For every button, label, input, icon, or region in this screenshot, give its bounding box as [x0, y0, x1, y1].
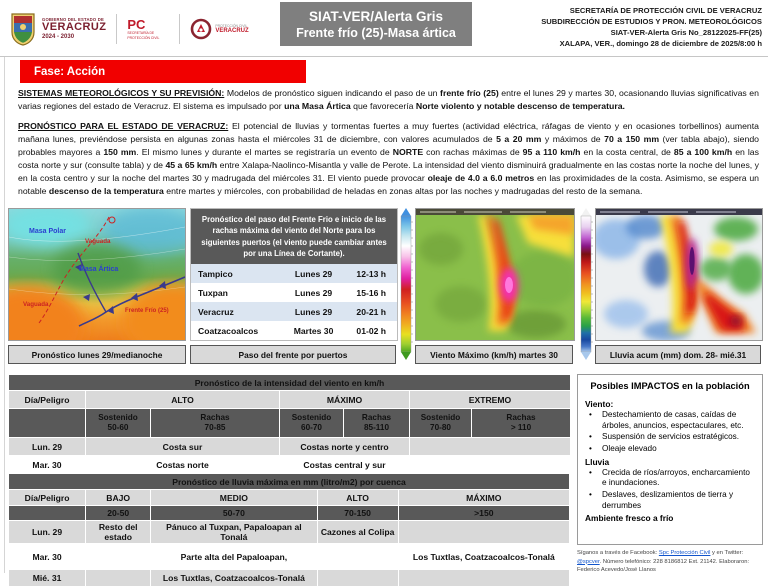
rain-map-caption: Lluvia acum (mm) dom. 28- mié.31	[595, 345, 761, 364]
column-header: Rachas 70-85	[151, 409, 279, 437]
table-cell	[86, 570, 150, 586]
rain-colorbar-icon	[580, 208, 593, 360]
table-cell	[86, 544, 150, 569]
column-header: MEDIO	[151, 490, 316, 505]
gov-brand-years: 2024 - 2030	[42, 34, 75, 41]
impacts-rain-heading: Lluvia	[585, 456, 610, 467]
table-cell: Costas norte	[86, 456, 279, 473]
column-header: Día/Peligro	[9, 490, 85, 505]
table-cell: Los Tuxtlas, Coatzacoalcos-Tonalá	[151, 570, 316, 586]
issuer-info	[541, 5, 762, 49]
logo-divider	[116, 14, 117, 44]
wind-forecast-table	[8, 374, 571, 474]
table-row	[191, 321, 397, 340]
column-header: Sostenido 50-60	[86, 409, 150, 437]
column-header: Sostenido 60-70	[280, 409, 343, 437]
pc-logo-subtext: SECRETARÍA DE PROTECCIÓN CIVIL	[127, 31, 160, 40]
ports-table-title: Pronóstico del paso del Frente Frio e inicio de las rachas máxima del viento del Norte para los siguientes puertos (el viento puede cambiar antes por una Línea de Cortante).	[191, 209, 397, 264]
table-cell: Costa sur	[86, 438, 279, 455]
column-header: BAJO	[86, 490, 150, 505]
port-hours: 12-13 h	[356, 268, 387, 279]
synoptic-map-panel	[8, 208, 186, 368]
wind-map-image	[415, 208, 575, 341]
wind-colorbar-icon	[400, 208, 413, 360]
bulletin-title-box	[280, 2, 472, 46]
phase-banner: Fase: Acción	[20, 60, 306, 83]
bulletin-subtitle: Frente frío (25)-Masa ártica	[296, 25, 456, 40]
table-cell: Mié. 31	[9, 570, 85, 586]
issuer-line: XALAPA, VER., domingo 28 de diciembre de 2025/8:00 h	[559, 39, 762, 48]
wind-table-title: Pronóstico de la intensidad del viento en km/h	[9, 375, 570, 390]
port-name: Tuxpan	[198, 287, 228, 298]
port-name: Coatzacoalcos	[198, 325, 259, 336]
rain-map-panel	[580, 208, 764, 368]
issuer-line: SUBDIRECCIÓN DE ESTUDIOS Y PRON. METEOROLÓGICOS	[541, 17, 762, 26]
veracruz-coat-of-arms-icon	[10, 12, 36, 46]
impacts-ambient-note: Ambiente fresco a frío	[585, 513, 674, 524]
vaguada-left-label: Vaguada	[23, 301, 49, 308]
wind-map-panel	[400, 208, 576, 368]
port-hours: 20-21 h	[356, 306, 387, 317]
port-day: Lunes 29	[294, 287, 333, 298]
table-cell	[399, 570, 569, 586]
table-row	[191, 302, 397, 321]
table-cell: Lun. 29	[9, 438, 85, 455]
column-header: >150	[399, 506, 569, 520]
column-header: ALTO	[86, 391, 279, 408]
table-cell: Cazones al Colipa	[318, 521, 398, 543]
table-cell: Lun. 29	[9, 521, 85, 543]
column-header: Rachas > 110	[472, 409, 570, 437]
gov-brand-text	[42, 18, 106, 40]
impacts-title: Posibles IMPACTOS en la población	[590, 381, 750, 391]
logo-group	[10, 12, 249, 46]
port-name: Tampico	[198, 268, 233, 279]
footer-contact[interactable]: Síganos a través de Facebook: Spc Protección Civil y en Twitter: @spcver. Número telefónico: 228 8186812 Ext. 21142. Elaboraron: Federico Acevedo/José Llanos	[577, 550, 750, 574]
table-cell: Costas central y sur	[280, 456, 409, 473]
list-item: • Oleaje elevado	[585, 444, 755, 455]
list-item: • Suspensión de servicios estratégicos.	[585, 432, 755, 443]
impacts-wind-heading: Viento:	[585, 399, 614, 409]
vaguada-top-label: Vaguada	[85, 238, 111, 245]
table-cell: Parte alta del Papaloapan,	[151, 544, 316, 569]
port-name: Veracruz	[198, 306, 234, 317]
proteccion-civil-seal	[190, 18, 248, 40]
wind-colorbar	[400, 208, 413, 364]
list-item: • Destechamiento de casas, caídas de árboles, anuncios, espectaculares, etc.	[585, 410, 755, 431]
ports-table	[190, 208, 398, 341]
rain-table-title: Pronóstico de lluvia máxima en mm (litro/m2) por cuenca	[9, 474, 569, 489]
list-item: • Deslaves, deslizamientos de tierra y derrumbes	[585, 490, 755, 511]
column-header: EXTREMO	[410, 391, 570, 408]
issuer-line: SECRETARÍA DE PROTECCIÓN CIVIL DE VERACRUZ	[569, 6, 762, 15]
systems-paragraph: SISTEMAS METEOROLÓGICOS Y SU PREVISIÓN: Modelos de pronóstico siguen indicando el paso de un frente frío (25) entre el lunes 29 y martes 30, ocasionando lluvias significativas en varias regiones del estado de Veracruz. El sistema es impulsado por una Masa Ártica que favorecería Norte violento y notable descenso de temperatura.	[18, 88, 759, 112]
seal-text: VERACRUZ	[215, 28, 249, 34]
frente-frio-label: Frente Frío (25)	[125, 308, 169, 314]
table-row	[191, 264, 397, 283]
table-row	[191, 283, 397, 302]
table-cell	[410, 456, 570, 473]
column-header: Sostenido 70-80	[410, 409, 471, 437]
column-header: MÁXIMO	[399, 490, 569, 505]
table-cell	[410, 438, 570, 455]
column-header: Día/Peligro	[9, 391, 85, 408]
table-cell	[399, 521, 569, 543]
state-forecast-paragraph: PRONÓSTICO PARA EL ESTADO DE VERACRUZ: El potencial de lluvias y tormentas fuertes a muy fuertes (actividad eléctrica, ráfagas de viento y en ocasiones torbellinos) aumenta mañana lunes, previéndose persista en algunas zonas hasta el miércoles 31 de diciembre, con valores acumulados de 5 a 20 mm y máximos de 70 a 150 mm (ver tabla abajo), siendo probables mayores a 150 mm. El mismo lunes y durante el martes se registraría un evento de NORTE con rachas máximas de 95 a 110 km/h en la costa central, de 85 a 100 km/h en las costa norte y sur (consulte tabla) y de 45 a 65 km/h entre Xalapa-Naolinco-Misantla y valle de Perote. La intensidad del viento disminuirá gradualmente en las costas norte la noche del lunes, y en la costa centro y sur la noche del martes 30 y madrugada del miércoles 31. El viento puede provocar oleaje de 4.0 a 6.0 metros en las proximidades de la costa. Asimismo, se espera un notable descenso de la temperatura entre martes y miércoles, con probabilidad de heladas en zonas altas por las noches y madrugadas del resto de la semana.	[18, 121, 759, 197]
port-day: Martes 30	[293, 325, 334, 336]
table-cell	[318, 544, 398, 569]
impacts-panel	[577, 374, 763, 545]
rain-map-image	[595, 208, 763, 341]
synoptic-map-caption: Pronóstico lunes 29/medianoche	[8, 345, 186, 364]
pc-logo-text: PC	[127, 17, 146, 33]
table-cell: Los Tuxtlas, Coatzacoalcos-Tonalá	[399, 544, 569, 569]
table-cell	[318, 570, 398, 586]
table-cell: Mar. 30	[9, 456, 85, 473]
port-day: Lunes 29	[294, 306, 333, 317]
issuer-line: SIAT-VER-Alerta Gris No_28122025-FF(25)	[610, 28, 762, 37]
wind-map-caption: Viento Máximo (km/h) martes 30	[415, 345, 573, 364]
column-header: 50-70	[151, 506, 316, 520]
table-cell: Costas norte y centro	[280, 438, 409, 455]
proteccion-civil-seal-icon	[190, 18, 212, 40]
gov-brand-state: VERACRUZ	[42, 21, 107, 34]
ports-table-caption: Paso del frente por puertos	[190, 345, 396, 364]
content-frame-edge	[4, 57, 5, 573]
column-header: 20-50	[86, 506, 150, 520]
column-header	[9, 506, 85, 520]
masa-polar-label: Masa Polar	[29, 228, 66, 235]
rain-forecast-table	[8, 473, 570, 587]
seal-text: PROTECCIÓN CIVIL	[215, 24, 248, 28]
column-header: MÁXIMO	[280, 391, 409, 408]
synoptic-map-image	[8, 208, 186, 341]
table-cell: Resto del estado	[86, 521, 150, 543]
column-header: ALTO	[318, 490, 398, 505]
header-divider	[0, 56, 768, 57]
port-hours: 01-02 h	[356, 325, 387, 336]
port-hours: 15-16 h	[356, 287, 387, 298]
bulletin-title: SIAT-VER/Alerta Gris	[308, 8, 444, 24]
forecast-text	[18, 87, 759, 205]
pc-logo	[127, 18, 169, 39]
column-header	[9, 409, 85, 437]
column-header: 70-150	[318, 506, 398, 520]
maps-row	[8, 208, 764, 368]
port-day: Lunes 29	[294, 268, 333, 279]
logo-divider	[179, 14, 180, 44]
list-item: • Crecida de ríos/arroyos, encharcamiento e inundaciones.	[585, 468, 755, 489]
column-header: Rachas 85-110	[344, 409, 409, 437]
table-cell: Pánuco al Tuxpan, Papaloapan al Tonalá	[151, 521, 316, 543]
masa-artica-label: Masa Ártica	[79, 266, 119, 273]
front-passage-panel	[190, 208, 396, 368]
rain-colorbar	[580, 208, 593, 368]
gov-brand-line: GOBIERNO DEL ESTADO DE	[42, 16, 104, 22]
table-cell: Mar. 30	[9, 544, 85, 569]
